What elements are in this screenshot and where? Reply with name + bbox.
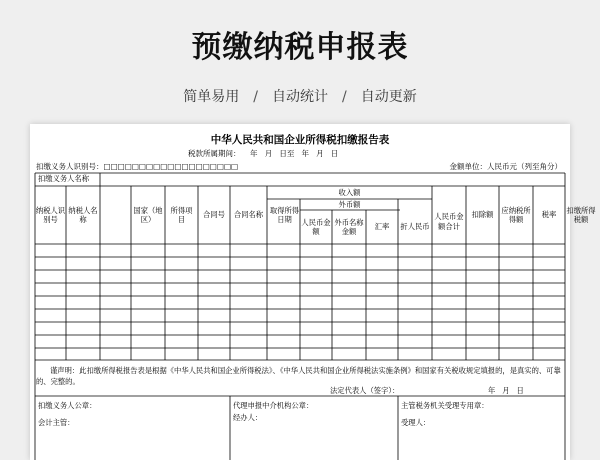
form-paper [30, 124, 596, 460]
withholder-name-label: 扣缴义务人名称 [38, 174, 90, 183]
col-rmb-amount: 人民币金额 [301, 217, 331, 236]
col-exchange-rate: 汇率 [374, 222, 390, 232]
page-title: 预缴纳税申报表 [191, 30, 409, 65]
amount-unit: 金额单位：人民币元（列至角分） [449, 162, 562, 171]
legal-rep-signature: 法定代表人（签字）： [330, 386, 400, 395]
receiver: 受理人： [401, 418, 431, 427]
feature-tag: 自动更新 [360, 89, 417, 105]
agent-seal: 代理申报中介机构公章： [233, 401, 314, 410]
col-income-date: 取得所得日期 [269, 205, 300, 224]
tag-separator: / [253, 89, 258, 105]
col-contract-no: 合同号 [203, 210, 225, 220]
withholder-seal: 扣缴义务人公章： [38, 401, 97, 410]
col-contract-name: 合同名称 [233, 210, 264, 220]
col-taxable-income: 应纳税所得额 [501, 205, 531, 224]
col-taxpayer-name: 纳税人名称 [68, 205, 98, 224]
col-rmb-total: 人民币金额合计 [434, 212, 464, 231]
col-taxpayer-id: 纳税人识别号 [35, 205, 66, 224]
feature-tag: 自动统计 [272, 89, 328, 105]
col-converted-rmb: 折人民币 [400, 222, 430, 232]
col-foreign-currency: 外币额 [338, 199, 361, 209]
col-withheld-tax: 扣缴所得税额 [566, 205, 596, 224]
withholder-id-field: 扣缴义务人识别号：□□□□□□□□□□□□□□□□□□□ [36, 162, 239, 171]
col-income-item: 所得项目 [170, 205, 193, 224]
col-country: 国家（地区） [133, 205, 163, 224]
form-title: 中华人民共和国企业所得税扣缴报告表 [210, 134, 390, 146]
col-income-amount: 收入额 [338, 187, 361, 197]
accountant: 会计主管： [38, 418, 75, 427]
feature-tag: 简单易用 [183, 89, 240, 105]
declaration: 谨声明：此扣缴所得税报告表是根据《中华人民共和国企业所得税法》、《中华人民共和国企业所得税法实施条例》和国家有关税收规定填报的，是真实的、可靠的、完整的。 [36, 366, 561, 386]
tag-separator: / [342, 89, 347, 105]
sign-date: 年 月 日 [488, 386, 524, 395]
tax-period: 税款所属期间： 年 月 日至 年 月 日 [188, 149, 339, 158]
feature-tags [0, 86, 600, 106]
col-deduction: 扣除额 [471, 210, 494, 220]
col-tax-rate: 税率 [541, 210, 557, 220]
col-fx-name-amount: 外币名称金额 [334, 217, 364, 236]
handler: 经办人： [233, 413, 263, 422]
tax-office-seal: 主管税务机关受理专用章： [401, 401, 489, 410]
